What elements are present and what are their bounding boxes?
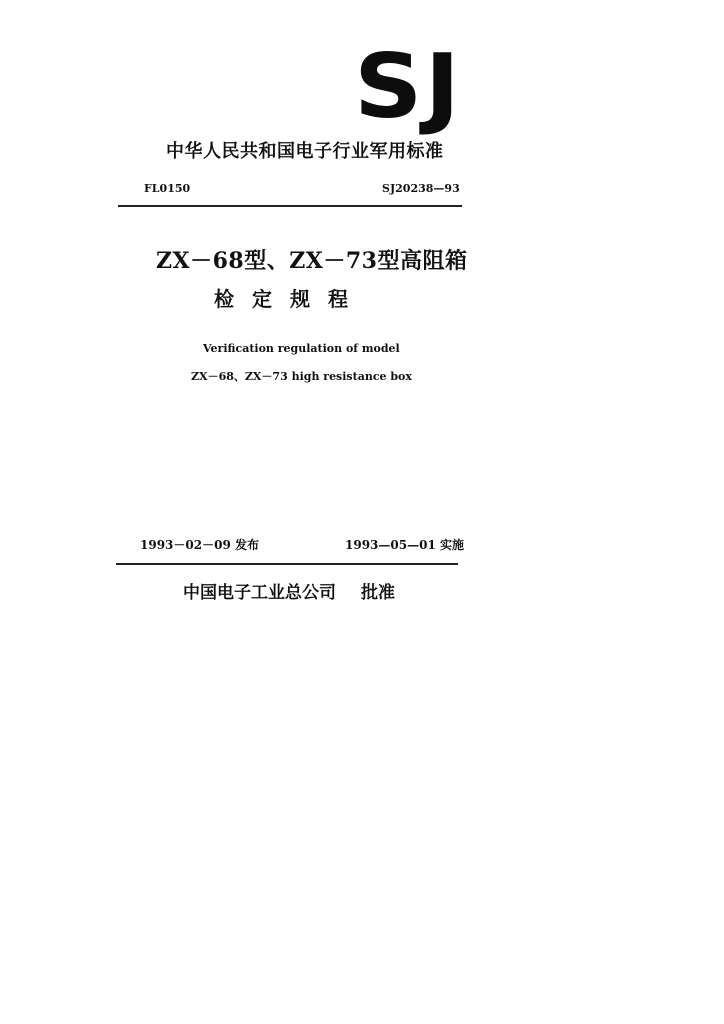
issuing-authority: 中国电子工业总公司 (183, 583, 336, 603)
effective-date: 1993—05—01 实施 (345, 538, 464, 552)
footer-divider (116, 563, 458, 565)
header-divider (118, 205, 462, 207)
issue-date: 1993－02－09 发布 (140, 538, 259, 552)
document-subtitle-chinese: 检定规程 (214, 287, 366, 311)
document-title-english-line1: Verification regulation of model (203, 342, 400, 355)
standard-number: SJ20238—93 (382, 182, 460, 195)
classification-code: FL0150 (144, 182, 191, 195)
approval-label: 批准 (361, 583, 395, 603)
organization-title: 中华人民共和国电子行业军用标准 (166, 141, 444, 162)
sj-logo: SJ (354, 35, 463, 138)
document-title-chinese: ZX－68型、ZX－73型高阻箱 (156, 248, 468, 274)
document-title-english-line2: ZX－68、ZX－73 high resistance box (191, 370, 412, 383)
